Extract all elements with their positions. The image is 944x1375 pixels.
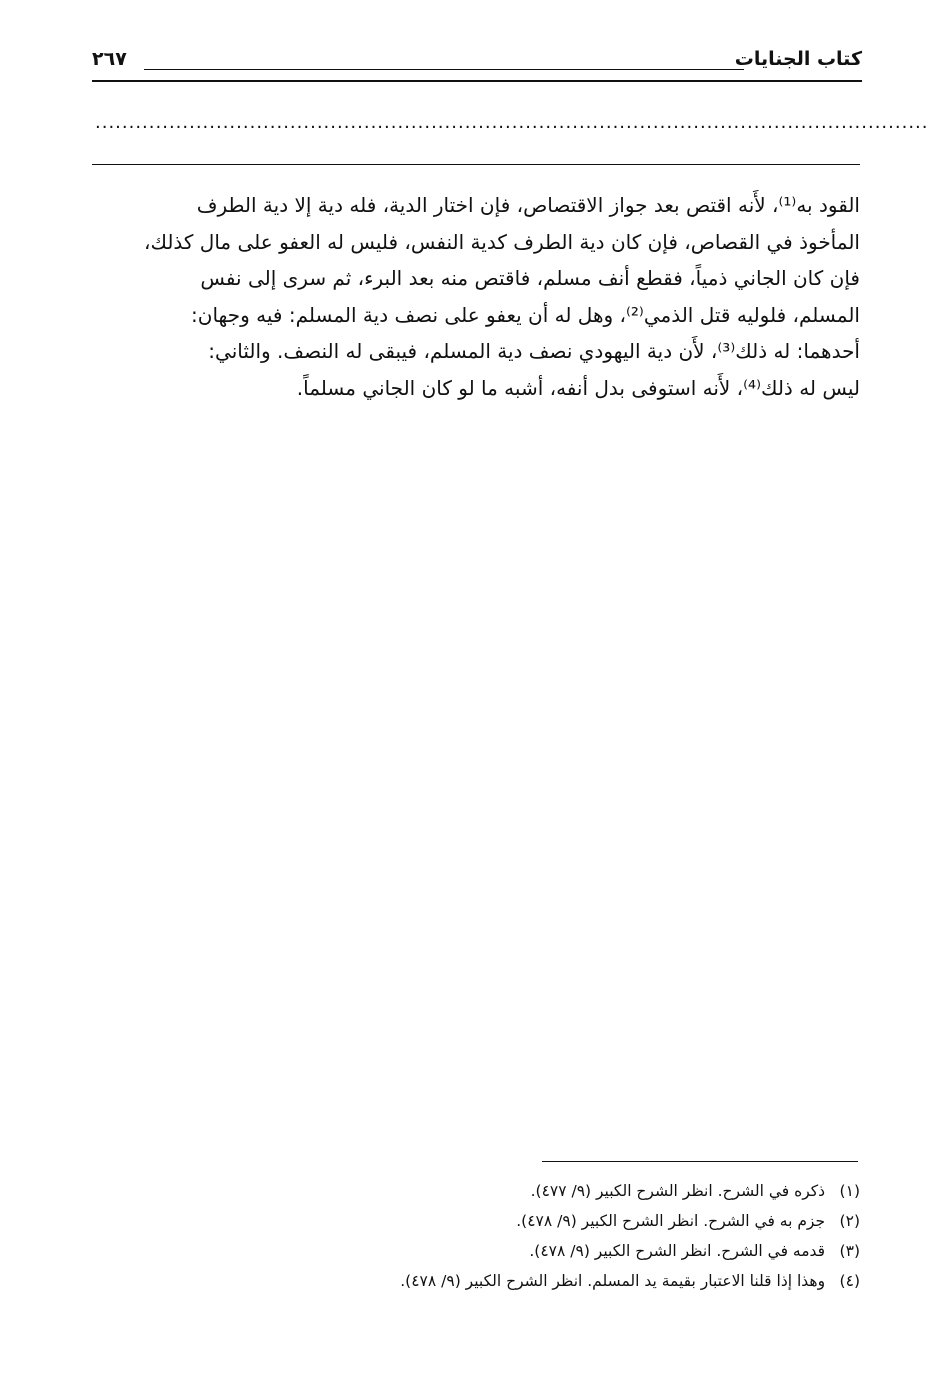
text-line: المأخوذ في القصاص، فإن كان دية الطرف كدية النفس، فليس له العفو على مال كذلك، <box>144 229 860 254</box>
footnote-text: وهذا إذا قلنا الاعتبار بقيمة يد المسلم. انظر الشرح الكبير (٩/ ٤٧٨). <box>400 1272 826 1290</box>
footnote-text: قدمه في الشرح. انظر الشرح الكبير (٩/ ٤٧٨). <box>529 1242 826 1260</box>
page-header <box>92 42 862 84</box>
footnote-number: (١) <box>839 1182 860 1200</box>
footnote-rule <box>542 1161 858 1162</box>
footnote-number: (٤) <box>839 1272 860 1290</box>
text-line: ليس له ذلك⁽⁴⁾، لأَنه استوفى بدل أنفه، أشبه ما لو كان الجاني مسلماً. <box>296 375 860 400</box>
main-text <box>92 187 860 406</box>
dotted-line: ............................................................................................................................ <box>95 112 929 133</box>
running-title: كتاب الجنايات <box>734 48 862 70</box>
header-leader-line <box>144 69 744 70</box>
text-line: فإن كان الجاني ذمياً، فقطع أنف مسلم، فاقتص منه بعد البرء، ثم سرى إلى نفس <box>200 266 860 290</box>
footnotes <box>300 1176 860 1296</box>
footnote <box>300 1236 860 1266</box>
footnote <box>300 1206 860 1236</box>
footnote-text: جزم به في الشرح. انظر الشرح الكبير (٩/ ٤٧٨). <box>516 1212 826 1230</box>
page-number: ٢٦٧ <box>92 48 127 70</box>
text-line: أحدهما: له ذلك⁽³⁾، لأَن دية اليهودي نصف دية المسلم، فيبقى له النصف. والثاني: <box>208 339 860 363</box>
text-line: المسلم، فلوليه قتل الذمي⁽²⁾، وهل له أن يعفو على نصف دية المسلم: فيه وجهان: <box>191 302 860 327</box>
section-separator <box>92 164 860 165</box>
footnote-text: ذكره في الشرح. انظر الشرح الكبير (٩/ ٤٧٧). <box>530 1182 826 1200</box>
header-rule <box>92 80 862 82</box>
footnote-number: (٣) <box>839 1242 860 1260</box>
footnote <box>300 1266 860 1296</box>
footnote-number: (٢) <box>839 1212 860 1230</box>
text-line: القود به⁽¹⁾، لأَنه اقتص بعد جواز الاقتصاص، فإن اختار الدية، فله دية إلا دية الطرف <box>196 193 860 217</box>
footnote <box>300 1176 860 1206</box>
